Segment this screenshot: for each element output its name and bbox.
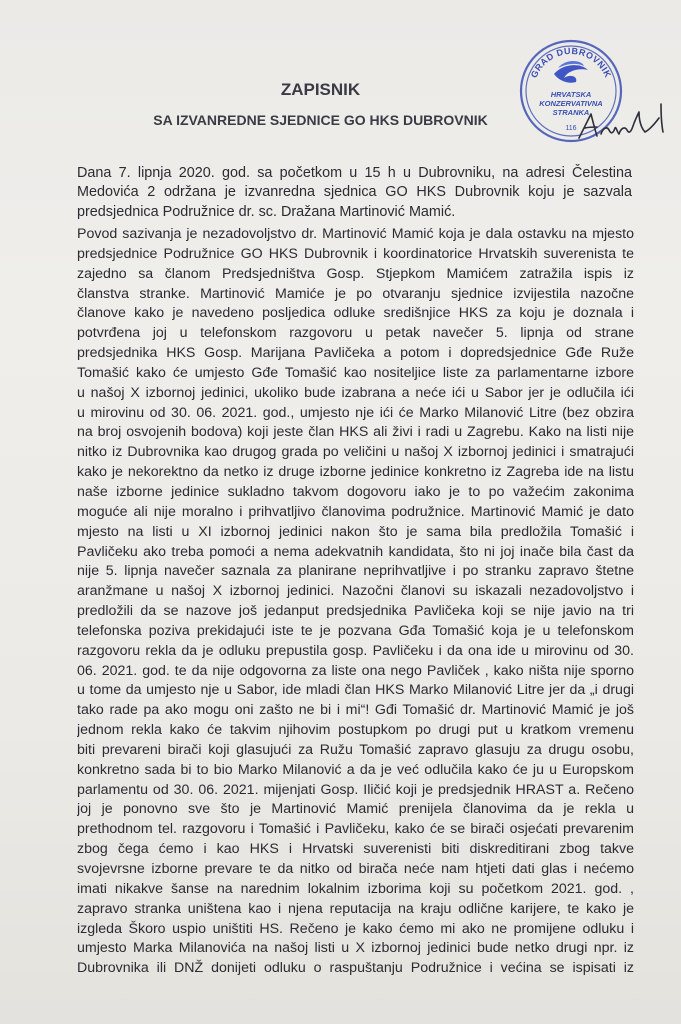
body-line: Tomašić kako će umjesto Gđe Tomašić kao nositeljice liste za parlamentarne izbore (77, 364, 634, 381)
intro-line: Dana 7. lipnja 2020. god. sa početkom u 15 h u Dubrovniku, na adresi Čelestina (77, 165, 632, 181)
stamp-top-text: GRAD DUBROVNIK (528, 45, 614, 80)
body-line: Pavličeku ako treba pomoći a nema adekvatnih kandidata, što ni joj inače bila čast da (77, 543, 634, 560)
stamp-number: 116 (565, 125, 577, 132)
body-line: mjesto na listi u XI izbornoj jedinici nakon što je sama bila predložila Tomašić i (77, 523, 634, 540)
body-line: nitko iz Dubrovnika kao drugog grada po veličini u našoj X izbornoj jedinici i smatrajući (77, 444, 634, 461)
body-line: joj je ponovno sve što je Martinović Mamić prenijela članovima da je rekla u (77, 801, 634, 818)
body-line: članstva stranke. Martinović Mamiće je po otvaranju sjednice izvijestila nazočne (77, 285, 634, 302)
body-line: 06. 2021. god. te da nije odgovorna za liste ona nego Pavliček , kako ništa nije sporno (77, 662, 634, 679)
document-subtitle: SA IZVANREDNE SJEDNICE GO HKS DUBROVNIK (153, 112, 488, 128)
intro-paragraph (77, 164, 632, 222)
body-line: nije 5. lipnja navečer saznala za planirane neprihvatljive i po stranku zapravo štetne (77, 563, 634, 580)
body-line: biti prevareni birači koji glasujući za Ružu Tomašić zapravo glasuju za drugu osobu, (77, 741, 634, 758)
body-line: Povod sazivanja je nezadovoljstvo dr. Martinović Mamić koja je dala ostavku na mjesto (77, 226, 634, 242)
intro-line: predsjednica Podružnice dr. sc. Dražana Martinović Mamić. (77, 203, 456, 220)
body-line: izgleda Škoro uspio uništiti HS. Rečeno je kako ćemo mi ako ne promijene odluku i (77, 920, 634, 937)
body-line: telefonska poziva prekidajući iste te je pozvana Gđa Tomašić koja je u telefonskom (77, 622, 634, 639)
body-line: predsjednika HKS Gosp. Marijana Pavličeka a potom i dopredsjednice Gđe Ruže (77, 345, 634, 362)
body-line: jednom rekla kako će takvim njihovim postupkom po drugi put u kratkom vremenu (77, 722, 634, 739)
body-line: razgovoru rekla da je odluku prepustila gosp. Pavličeku i da ona ide u mirovinu od 30. (77, 642, 634, 659)
body-line: u našoj X izbornoj jedinici, ukoliko bude izabrana a neće ići u Sabor jer je odlučila ići (77, 384, 634, 401)
body-line: imati nikakve šanse na narednim lokalnim izborima koji su početkom 2021. god. , (77, 880, 634, 897)
body-line: aranžmane u našoj X izbornoj jedinici. Nazočni članovi su iskazali nezadovoljstvo i (77, 583, 634, 600)
body-line: svojevrsne izborne prevare te da nitko od birača neće nam htjeti dati glas i nećemo (77, 861, 634, 877)
body-line: tako rade pa ako mogu oni zašto ne bi i mi“! Gđi Tomašić dr. Martinović Mamić je još (77, 702, 634, 719)
body-line: parlamentu od 30. 06. 2021. mijenjati Gosp. Iličić koji je predsjednik HRAST a. Rečeno (77, 781, 634, 798)
body-line: predložili da se nazove još jedanput predsjednika Pavličeka koji se nije javio na tri (77, 603, 634, 620)
body-line: članove kako je navedeno posljedica odluke središnjice HKS za koju je doznala i (77, 305, 634, 322)
body-line: na broj osvojenih bodova) koji jeste član HKS ali živi i radi u Zagrebu. Kako na listi nije (77, 424, 634, 441)
body-line: predsjednice Podružnice GO HKS Dubrovnik i koordinatorice Hrvatskih suverenista te (77, 245, 634, 262)
document-title: ZAPISNIK (280, 80, 361, 99)
body-line: zajedno sa članom Predsjedništva Gosp. Stjepkom Mamićem zatražila ispis iz (77, 265, 634, 282)
stamp-line-2: KONZERVATIVNA (539, 99, 603, 108)
body-line: zapravo stranka uništena kao i njena reputacija na kraju odlične karijere, te kako je (77, 900, 634, 917)
body-line: Dubrovnika ili DNŽ donijeti odluku o raspuštanju Podružnice i većina se ispisati iz (77, 960, 634, 977)
body-line: u tome da umjesto nje u Sabor, ide mladi član HKS Marko Milanović Litre jer da „i drugi (77, 682, 634, 699)
body-line: konkretno sada bi to bio Marko Milanović a da je već odlučila kako će ju u Europskom (77, 761, 634, 778)
body-paragraph (77, 225, 634, 979)
body-line: prethodnom tel. razgovoru i Tomašić i Pavličeku, kako će se birači osjećati prevarenim (77, 821, 634, 838)
body-line: zbog čega ćemo i kao HKS i Hrvatski suverenisti biti diskreditirani zbog takve (77, 841, 634, 858)
stamp-line-3: STRANKA (552, 108, 590, 117)
body-line: u mirovinu od 30. 06. 2021. god., umjesto nje ići će Marko Milanović Litre (bez obzira (77, 404, 634, 421)
body-line: moguće ali nije moralno i prihvatljivo članovima podružnice. Martinović Mamić je dato (77, 503, 634, 520)
body-line: naše izborne jedinice sukladno takvom dogovoru iako je to po važećim zakonima (77, 483, 634, 500)
body-line: umjesto Marka Milanovića na našoj listi u X izbornoj jedinici bude netko drugi npr. iz (77, 940, 634, 957)
body-line: kako je nekorektno da netko iz druge izborne jedinice konkretno iz Zagreba ide na listu (77, 464, 634, 481)
intro-line: Medovića 2 održana je izvanredna sjednica GO HKS Dubrovnik koju je sazvala (77, 184, 632, 201)
body-line: potvrđena joj u telefonskom razgovoru u petak navečer 5. lipnja od strane (77, 325, 634, 342)
stamp-line-1: HRVATSKA (550, 90, 592, 99)
